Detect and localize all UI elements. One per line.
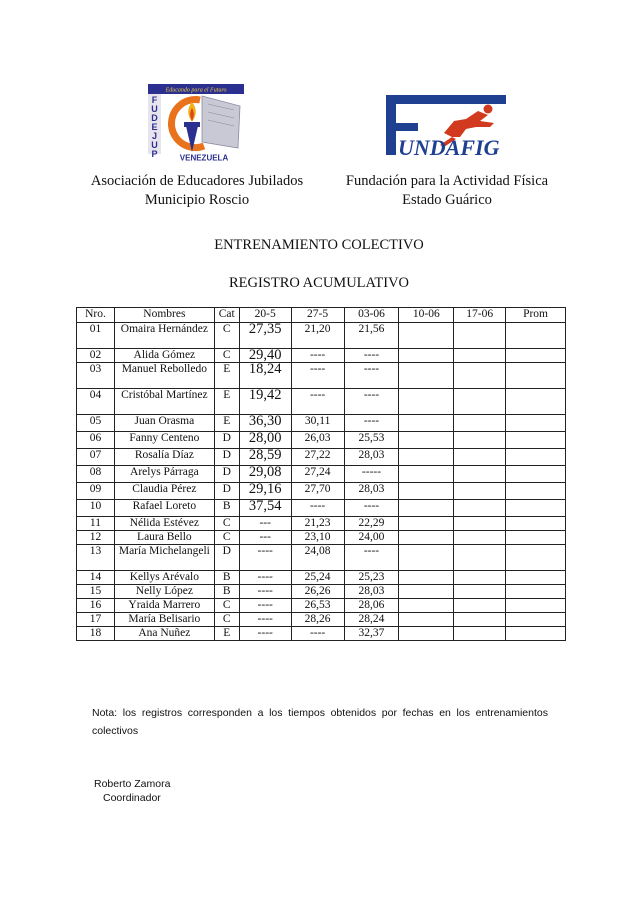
cell-d5 — [454, 613, 506, 627]
cell-d3: 28,06 — [344, 599, 399, 613]
cell-d1: ---- — [239, 599, 291, 613]
cell-d5 — [454, 599, 506, 613]
cell-cat: B — [214, 500, 239, 517]
cell-nro: 04 — [77, 389, 115, 415]
table-row — [77, 545, 566, 571]
cell-d2: 26,03 — [291, 432, 344, 449]
cell-d5 — [454, 517, 506, 531]
cell-d2: 28,26 — [291, 613, 344, 627]
cell-d3: ---- — [344, 415, 399, 432]
svg-text:P: P — [151, 149, 158, 159]
cell-prom — [506, 627, 566, 641]
cell-cat: D — [214, 545, 239, 571]
cell-d3: 28,24 — [344, 613, 399, 627]
cell-d4 — [399, 466, 454, 483]
cell-d5 — [454, 349, 506, 363]
col-header-prom: Prom — [506, 308, 566, 323]
cell-d2: ---- — [291, 349, 344, 363]
table-header-row — [77, 308, 566, 323]
cell-d5 — [454, 363, 506, 389]
cell-d4 — [399, 363, 454, 389]
fudejup-logo — [142, 82, 248, 162]
cell-d4 — [399, 349, 454, 363]
cell-prom — [506, 571, 566, 585]
table-row — [77, 415, 566, 432]
logo-fundafig-text: UNDAFIG — [398, 135, 500, 159]
col-header-nombres: Nombres — [114, 308, 214, 323]
col-header-17-06: 17-06 — [454, 308, 506, 323]
cell-d1: 37,54 — [239, 500, 291, 517]
cell-d4 — [399, 500, 454, 517]
table-row — [77, 483, 566, 500]
col-header-03-06: 03-06 — [344, 308, 399, 323]
cell-d1: --- — [239, 517, 291, 531]
main-title: ENTRENAMIENTO COLECTIVO — [214, 237, 424, 253]
cell-nro: 14 — [77, 571, 115, 585]
cell-nro: 16 — [77, 599, 115, 613]
sub-title: REGISTRO ACUMULATIVO — [228, 275, 410, 291]
table-row — [77, 363, 566, 389]
cell-prom — [506, 599, 566, 613]
cell-nombre: Nelly López — [114, 585, 214, 599]
cell-d5 — [454, 627, 506, 641]
cell-cat: E — [214, 389, 239, 415]
cell-d3: 21,56 — [344, 323, 399, 349]
cell-d3: 25,53 — [344, 432, 399, 449]
cell-d4 — [399, 571, 454, 585]
cell-cat: D — [214, 483, 239, 500]
logo-country-text: VENEZUELA — [179, 153, 229, 162]
cell-d2: 24,08 — [291, 545, 344, 571]
cell-prom — [506, 389, 566, 415]
table-row — [77, 349, 566, 363]
org-left-line1: Asociación de Educadores Jubilados — [90, 173, 304, 189]
cell-d1: ---- — [239, 613, 291, 627]
cell-d5 — [454, 531, 506, 545]
cell-nro: 11 — [77, 517, 115, 531]
cell-nro: 05 — [77, 415, 115, 432]
cell-cat: D — [214, 449, 239, 466]
cell-d3: 28,03 — [344, 483, 399, 500]
cell-nombre: Yraida Marrero — [114, 599, 214, 613]
cell-cat: C — [214, 531, 239, 545]
table-row — [77, 571, 566, 585]
cell-prom — [506, 363, 566, 389]
org-right-line1: Fundación para la Actividad Física — [345, 173, 549, 189]
cell-d3: ---- — [344, 389, 399, 415]
svg-text:U: U — [151, 140, 158, 150]
cell-nombre: Nélida Estévez — [114, 517, 214, 531]
cell-d2: 26,53 — [291, 599, 344, 613]
cell-nro: 09 — [77, 483, 115, 500]
svg-text:U: U — [151, 104, 158, 114]
cell-nombre: Ana Nuñez — [114, 627, 214, 641]
cell-nombre: Fanny Centeno — [114, 432, 214, 449]
cell-nro: 01 — [77, 323, 115, 349]
cell-d3: ---- — [344, 349, 399, 363]
cell-d4 — [399, 449, 454, 466]
cell-d1: ---- — [239, 627, 291, 641]
note-text: Nota: los registros corresponden a los tiempos obtenidos por fechas en los entrenamientos colectivos — [92, 707, 548, 737]
table-row — [77, 585, 566, 599]
cell-d5 — [454, 585, 506, 599]
cell-d4 — [399, 627, 454, 641]
cell-prom — [506, 585, 566, 599]
cell-nombre: Rosalía Díaz — [114, 449, 214, 466]
cell-nombre: Claudia Pérez — [114, 483, 214, 500]
cell-prom — [506, 432, 566, 449]
cell-prom — [506, 415, 566, 432]
cell-d2: ---- — [291, 363, 344, 389]
signature-name: Roberto Zamora — [94, 778, 171, 790]
cell-cat: C — [214, 349, 239, 363]
cell-prom — [506, 500, 566, 517]
cell-d1: 36,30 — [239, 415, 291, 432]
cell-d4 — [399, 517, 454, 531]
cell-d3: 28,03 — [344, 449, 399, 466]
cell-cat: C — [214, 613, 239, 627]
cell-d4 — [399, 599, 454, 613]
cell-nro: 12 — [77, 531, 115, 545]
cell-nro: 10 — [77, 500, 115, 517]
cell-d2: 25,24 — [291, 571, 344, 585]
cell-nombre: María Michelangeli — [114, 545, 214, 571]
col-header-nro: Nro. — [77, 308, 115, 323]
cell-d2: 27,24 — [291, 466, 344, 483]
cell-cat: C — [214, 323, 239, 349]
cell-d2: ---- — [291, 389, 344, 415]
org-left-line2: Municipio Roscio — [144, 192, 250, 208]
table-row — [77, 432, 566, 449]
cell-cat: E — [214, 627, 239, 641]
cell-d1: 19,42 — [239, 389, 291, 415]
registro-table — [76, 307, 566, 641]
cell-d4 — [399, 531, 454, 545]
org-left — [82, 172, 312, 210]
cell-nombre: Alida Gómez — [114, 349, 214, 363]
table-row — [77, 517, 566, 531]
cell-d4 — [399, 585, 454, 599]
cell-d3: 25,23 — [344, 571, 399, 585]
fundafig-logo — [382, 93, 512, 159]
cell-nro: 15 — [77, 585, 115, 599]
cell-prom — [506, 613, 566, 627]
table-row — [77, 613, 566, 627]
cell-d3: 22,29 — [344, 517, 399, 531]
cell-d2: 27,70 — [291, 483, 344, 500]
cell-cat: B — [214, 585, 239, 599]
cell-nro: 17 — [77, 613, 115, 627]
cell-nro: 02 — [77, 349, 115, 363]
cell-prom — [506, 349, 566, 363]
cell-d3: ----- — [344, 466, 399, 483]
cell-cat: C — [214, 599, 239, 613]
cell-nro: 03 — [77, 363, 115, 389]
cell-d5 — [454, 571, 506, 585]
svg-text:E: E — [151, 122, 158, 132]
cell-d5 — [454, 483, 506, 500]
cell-prom — [506, 449, 566, 466]
col-header-27-5: 27-5 — [291, 308, 344, 323]
cell-d4 — [399, 483, 454, 500]
cell-d1: 28,00 — [239, 432, 291, 449]
cell-nombre: Manuel Rebolledo — [114, 363, 214, 389]
cell-d1: 18,24 — [239, 363, 291, 389]
cell-prom — [506, 323, 566, 349]
svg-text:J: J — [151, 131, 158, 141]
logo-banner-text: Educando para el Futuro — [165, 87, 227, 94]
table-row — [77, 599, 566, 613]
cell-d3: 32,37 — [344, 627, 399, 641]
cell-d5 — [454, 466, 506, 483]
cell-d5 — [454, 500, 506, 517]
table-row — [77, 531, 566, 545]
cell-nro: 06 — [77, 432, 115, 449]
cell-d2: 27,22 — [291, 449, 344, 466]
cell-nro: 08 — [77, 466, 115, 483]
cell-d1: 27,35 — [239, 323, 291, 349]
cell-nro: 13 — [77, 545, 115, 571]
cell-d3: ---- — [344, 545, 399, 571]
cell-d4 — [399, 323, 454, 349]
cell-d2: 21,23 — [291, 517, 344, 531]
cell-cat: C — [214, 517, 239, 531]
cell-nombre: Rafael Loreto — [114, 500, 214, 517]
cell-nombre: Laura Bello — [114, 531, 214, 545]
cell-d1: --- — [239, 531, 291, 545]
cell-nombre: Cristóbal Martínez — [114, 389, 214, 415]
cell-cat: E — [214, 363, 239, 389]
cell-prom — [506, 466, 566, 483]
cell-prom — [506, 545, 566, 571]
cell-d3: 28,03 — [344, 585, 399, 599]
table-row — [77, 323, 566, 349]
cell-d4 — [399, 389, 454, 415]
org-right-line2: Estado Guárico — [402, 192, 492, 208]
cell-cat: E — [214, 415, 239, 432]
cell-nombre: María Belisario — [114, 613, 214, 627]
table-row — [77, 627, 566, 641]
cell-nombre: Juan Orasma — [114, 415, 214, 432]
cell-nombre: Omaira Hernández — [114, 323, 214, 349]
cell-d2: 26,26 — [291, 585, 344, 599]
cell-d5 — [454, 389, 506, 415]
cell-d1: 28,59 — [239, 449, 291, 466]
table-row — [77, 500, 566, 517]
cell-cat: B — [214, 571, 239, 585]
cell-d1: 29,08 — [239, 466, 291, 483]
svg-text:F: F — [151, 95, 158, 105]
col-header-cat: Cat — [214, 308, 239, 323]
cell-d5 — [454, 415, 506, 432]
cell-nro: 07 — [77, 449, 115, 466]
col-header-10-06: 10-06 — [399, 308, 454, 323]
cell-d2: ---- — [291, 500, 344, 517]
cell-d2: 30,11 — [291, 415, 344, 432]
cell-d2: 23,10 — [291, 531, 344, 545]
svg-text:D: D — [151, 113, 158, 123]
table-row — [77, 389, 566, 415]
signature-role: Coordinador — [103, 792, 161, 804]
cell-d2: 21,20 — [291, 323, 344, 349]
cell-d1: ---- — [239, 585, 291, 599]
cell-d1: 29,40 — [239, 349, 291, 363]
cell-nombre: Arelys Párraga — [114, 466, 214, 483]
cell-nro: 18 — [77, 627, 115, 641]
cell-d3: ---- — [344, 363, 399, 389]
cell-cat: D — [214, 466, 239, 483]
cell-d3: ---- — [344, 500, 399, 517]
cell-d5 — [454, 449, 506, 466]
cell-d5 — [454, 323, 506, 349]
cell-prom — [506, 517, 566, 531]
cell-cat: D — [214, 432, 239, 449]
cell-d4 — [399, 613, 454, 627]
col-header-20-5: 20-5 — [239, 308, 291, 323]
cell-d1: ---- — [239, 545, 291, 571]
cell-nombre: Kellys Arévalo — [114, 571, 214, 585]
cell-d4 — [399, 415, 454, 432]
cell-prom — [506, 483, 566, 500]
table-row — [77, 449, 566, 466]
cell-d1: ---- — [239, 571, 291, 585]
cell-d5 — [454, 545, 506, 571]
cell-d2: ---- — [291, 627, 344, 641]
org-right — [322, 172, 572, 210]
cell-d4 — [399, 545, 454, 571]
cell-d4 — [399, 432, 454, 449]
cell-d1: 29,16 — [239, 483, 291, 500]
cell-d3: 24,00 — [344, 531, 399, 545]
cell-d5 — [454, 432, 506, 449]
cell-prom — [506, 531, 566, 545]
table-row — [77, 466, 566, 483]
